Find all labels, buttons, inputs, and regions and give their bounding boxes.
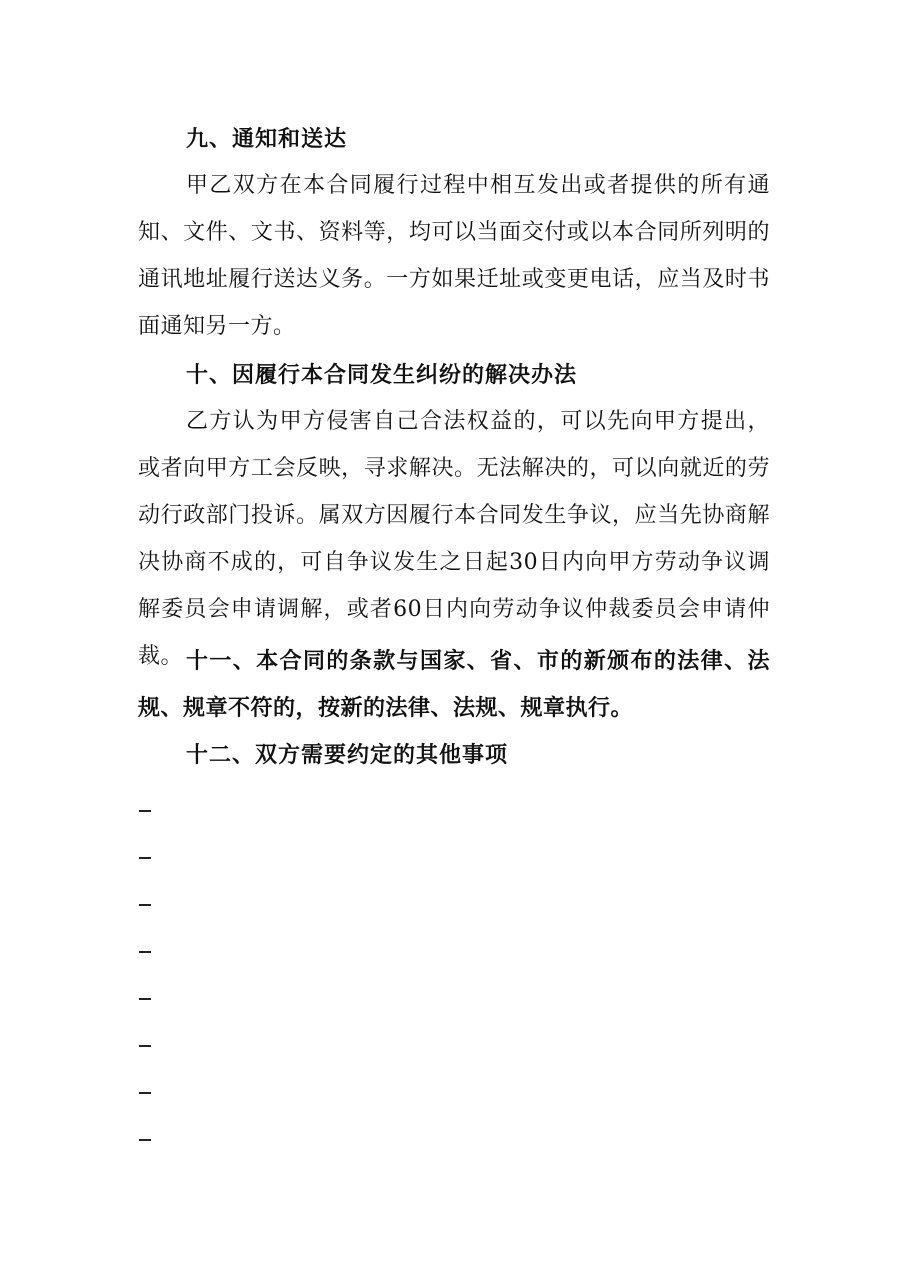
section-heading-notice: 九、通知和送达	[186, 126, 348, 152]
section-heading-other-matters: 十二、双方需要约定的其他事项	[186, 742, 509, 768]
blank-line	[138, 1031, 178, 1078]
blank-line	[138, 984, 178, 1031]
blank-line	[138, 890, 178, 937]
blank-line	[138, 937, 178, 984]
blank-line	[138, 1078, 178, 1125]
section-body-law-update: 十一、本合同的条款与国家、省、市的新颁布的法律、法规、规章不符的，按新的法律、法规、规章执行。	[138, 648, 770, 721]
blank-line	[138, 1125, 178, 1172]
section-body-notice: 甲乙双方在本合同履行过程中相互发出或者提供的所有通知、文件、文书、资料等，均可以当面交付或以本合同所列明的通讯地址履行送达义务。一方如果迁址或变更电话，应当及时书面通知另一方。	[138, 173, 770, 339]
blank-line	[138, 843, 178, 890]
blank-line	[138, 796, 178, 843]
blank-fill-lines	[138, 796, 178, 1172]
section-heading-dispute: 十、因履行本合同发生纠纷的解决办法	[186, 362, 578, 388]
section-body-dispute: 乙方认为甲方侵害自己合法权益的，可以先向甲方提出，或者向甲方工会反映，寻求解决。无法解决的，可以向就近的劳动行政部门投诉。属双方因履行本合同发生争议，应当先协商解决协商不成的，可自争议发生之日起30日内向甲方劳动争议调解委员会申请调解，或者60日内向劳动争议仲裁委员会申请仲裁。	[138, 409, 770, 669]
